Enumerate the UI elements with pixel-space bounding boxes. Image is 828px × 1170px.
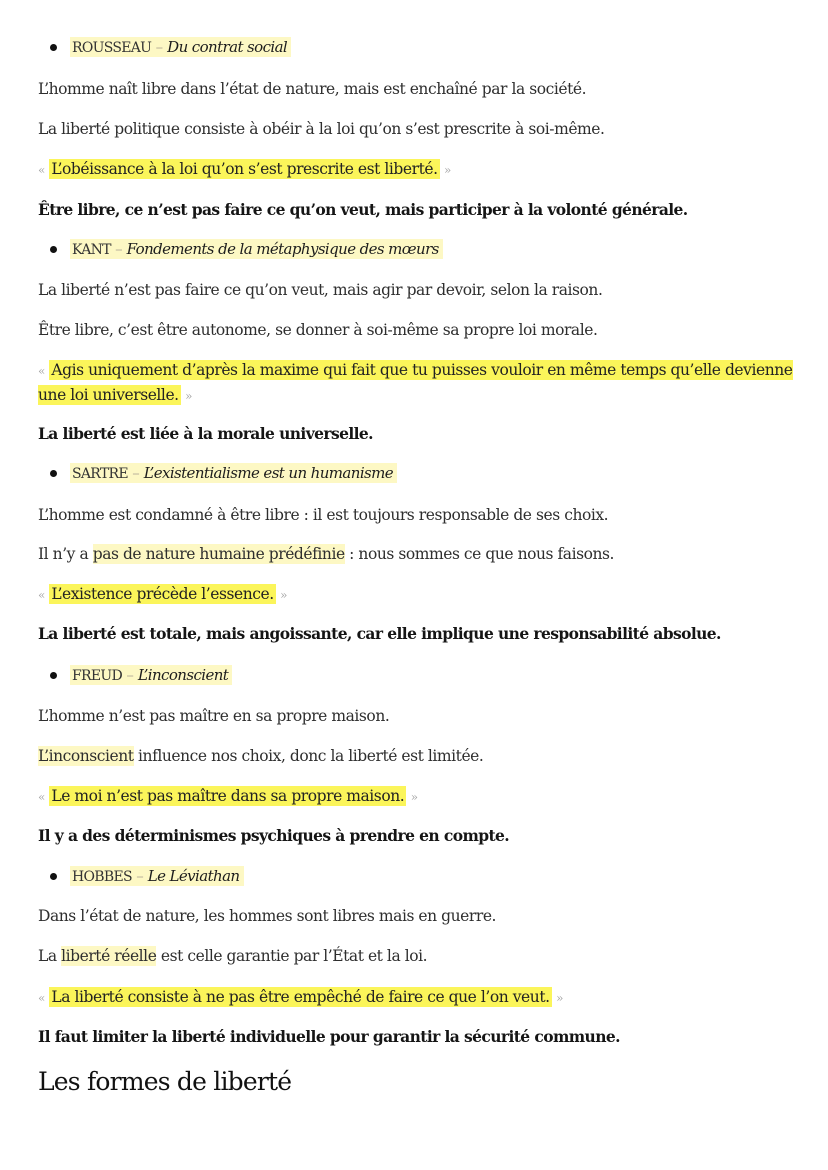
quote-highlight: Le moi n’est pas maître dans sa propre maison. <box>51 787 405 805</box>
conclusion-line: La liberté est totale, mais angoissante, car elle implique une responsabilité absolue. <box>38 624 721 643</box>
body-line: L’homme n’est pas maître en sa propre maison. <box>38 707 390 725</box>
philosopher-bullet-sartre <box>50 461 397 486</box>
dash: – <box>155 38 163 56</box>
author-name: SARTRE <box>72 466 128 482</box>
dash: – <box>115 240 123 258</box>
bullet-highlight <box>70 463 397 483</box>
quote-line <box>38 582 287 607</box>
body-line: L’homme naît libre dans l’état de nature, mais est enchaîné par la société. <box>38 80 587 98</box>
quote-highlight: Agis uniquement d’après la maxime qui fait que tu puisses vouloir en même temps qu’elle devienne une loi universelle. <box>38 361 793 404</box>
open-guillemet: « <box>38 790 45 804</box>
bullet-highlight <box>70 239 443 259</box>
inline-highlight: L’inconscient <box>38 747 134 765</box>
quote-highlight: L’existence précède l’essence. <box>51 585 274 603</box>
quote-line <box>38 985 563 1010</box>
philosopher-bullet-freud <box>50 663 232 688</box>
author-name: HOBBES <box>72 869 132 885</box>
open-guillemet: « <box>38 364 45 378</box>
close-guillemet: » <box>185 389 193 403</box>
philosopher-bullet-rousseau <box>50 35 291 60</box>
body-line: L’homme est condamné à être libre : il est toujours responsable de ses choix. <box>38 506 609 524</box>
work-title: L’existentialisme est un humanisme <box>143 464 394 482</box>
quote-line <box>38 784 418 809</box>
body-line <box>38 944 427 968</box>
conclusion-line: Être libre, ce n’est pas faire ce qu’on veut, mais participer à la volonté générale. <box>38 200 688 219</box>
author-name: FREUD <box>72 668 122 684</box>
text-segment: est celle garantie par l’État et la loi. <box>156 947 428 965</box>
quote-line <box>38 358 798 408</box>
close-guillemet: » <box>444 163 451 177</box>
conclusion-line: La liberté est liée à la morale universelle. <box>38 424 373 443</box>
inline-highlight: liberté réelle <box>61 947 157 965</box>
bullet-dot-icon <box>50 470 57 477</box>
quote-line <box>38 157 451 182</box>
open-guillemet: « <box>38 163 45 177</box>
dash: – <box>132 464 140 482</box>
work-title: Le Léviathan <box>147 867 240 885</box>
author-name: KANT <box>72 242 111 258</box>
open-guillemet: « <box>38 991 45 1005</box>
body-line <box>38 744 483 768</box>
work-title: L’inconscient <box>137 666 229 684</box>
bullet-highlight <box>70 665 232 685</box>
text-segment: : nous sommes ce que nous faisons. <box>344 545 614 563</box>
close-guillemet: » <box>556 991 563 1005</box>
text-segment: La <box>38 947 62 965</box>
dash: – <box>126 666 134 684</box>
inline-highlight: pas de nature humaine prédéfinie <box>92 545 345 563</box>
conclusion-line: Il y a des déterminismes psychiques à prendre en compte. <box>38 826 510 845</box>
philosopher-bullet-kant <box>50 237 443 262</box>
open-guillemet: « <box>38 588 45 602</box>
body-line <box>38 542 614 566</box>
body-line: Dans l’état de nature, les hommes sont libres mais en guerre. <box>38 907 497 925</box>
bullet-dot-icon <box>50 873 57 880</box>
close-guillemet: » <box>410 790 418 804</box>
bullet-dot-icon <box>50 672 57 679</box>
conclusion-line: Il faut limiter la liberté individuelle pour garantir la sécurité commune. <box>38 1027 620 1046</box>
bullet-highlight <box>70 37 291 57</box>
quote-highlight: L’obéissance à la loi qu’on s’est prescrite est liberté. <box>51 160 438 178</box>
close-guillemet: » <box>280 588 288 602</box>
quote-highlight: La liberté consiste à ne pas être empêché de faire ce que l’on veut. <box>51 988 550 1006</box>
bullet-dot-icon <box>50 44 57 51</box>
philosopher-bullet-hobbes <box>50 864 244 889</box>
body-line: Être libre, c’est être autonome, se donner à soi-même sa propre loi morale. <box>38 321 598 339</box>
bullet-dot-icon <box>50 246 57 253</box>
work-title: Du contrat social <box>167 38 288 56</box>
work-title: Fondements de la métaphysique des mœurs <box>126 240 439 258</box>
body-line: La liberté politique consiste à obéir à la loi qu’on s’est prescrite à soi-même. <box>38 120 605 138</box>
bullet-highlight <box>70 866 244 886</box>
body-line: La liberté n’est pas faire ce qu’on veut, mais agir par devoir, selon la raison. <box>38 281 603 299</box>
author-name: ROUSSEAU <box>72 40 152 56</box>
text-segment: influence nos choix, donc la liberté est limitée. <box>133 747 484 765</box>
section-heading: Les formes de liberté <box>38 1067 292 1096</box>
dash: – <box>136 867 144 885</box>
text-segment: Il n’y a <box>38 545 93 563</box>
